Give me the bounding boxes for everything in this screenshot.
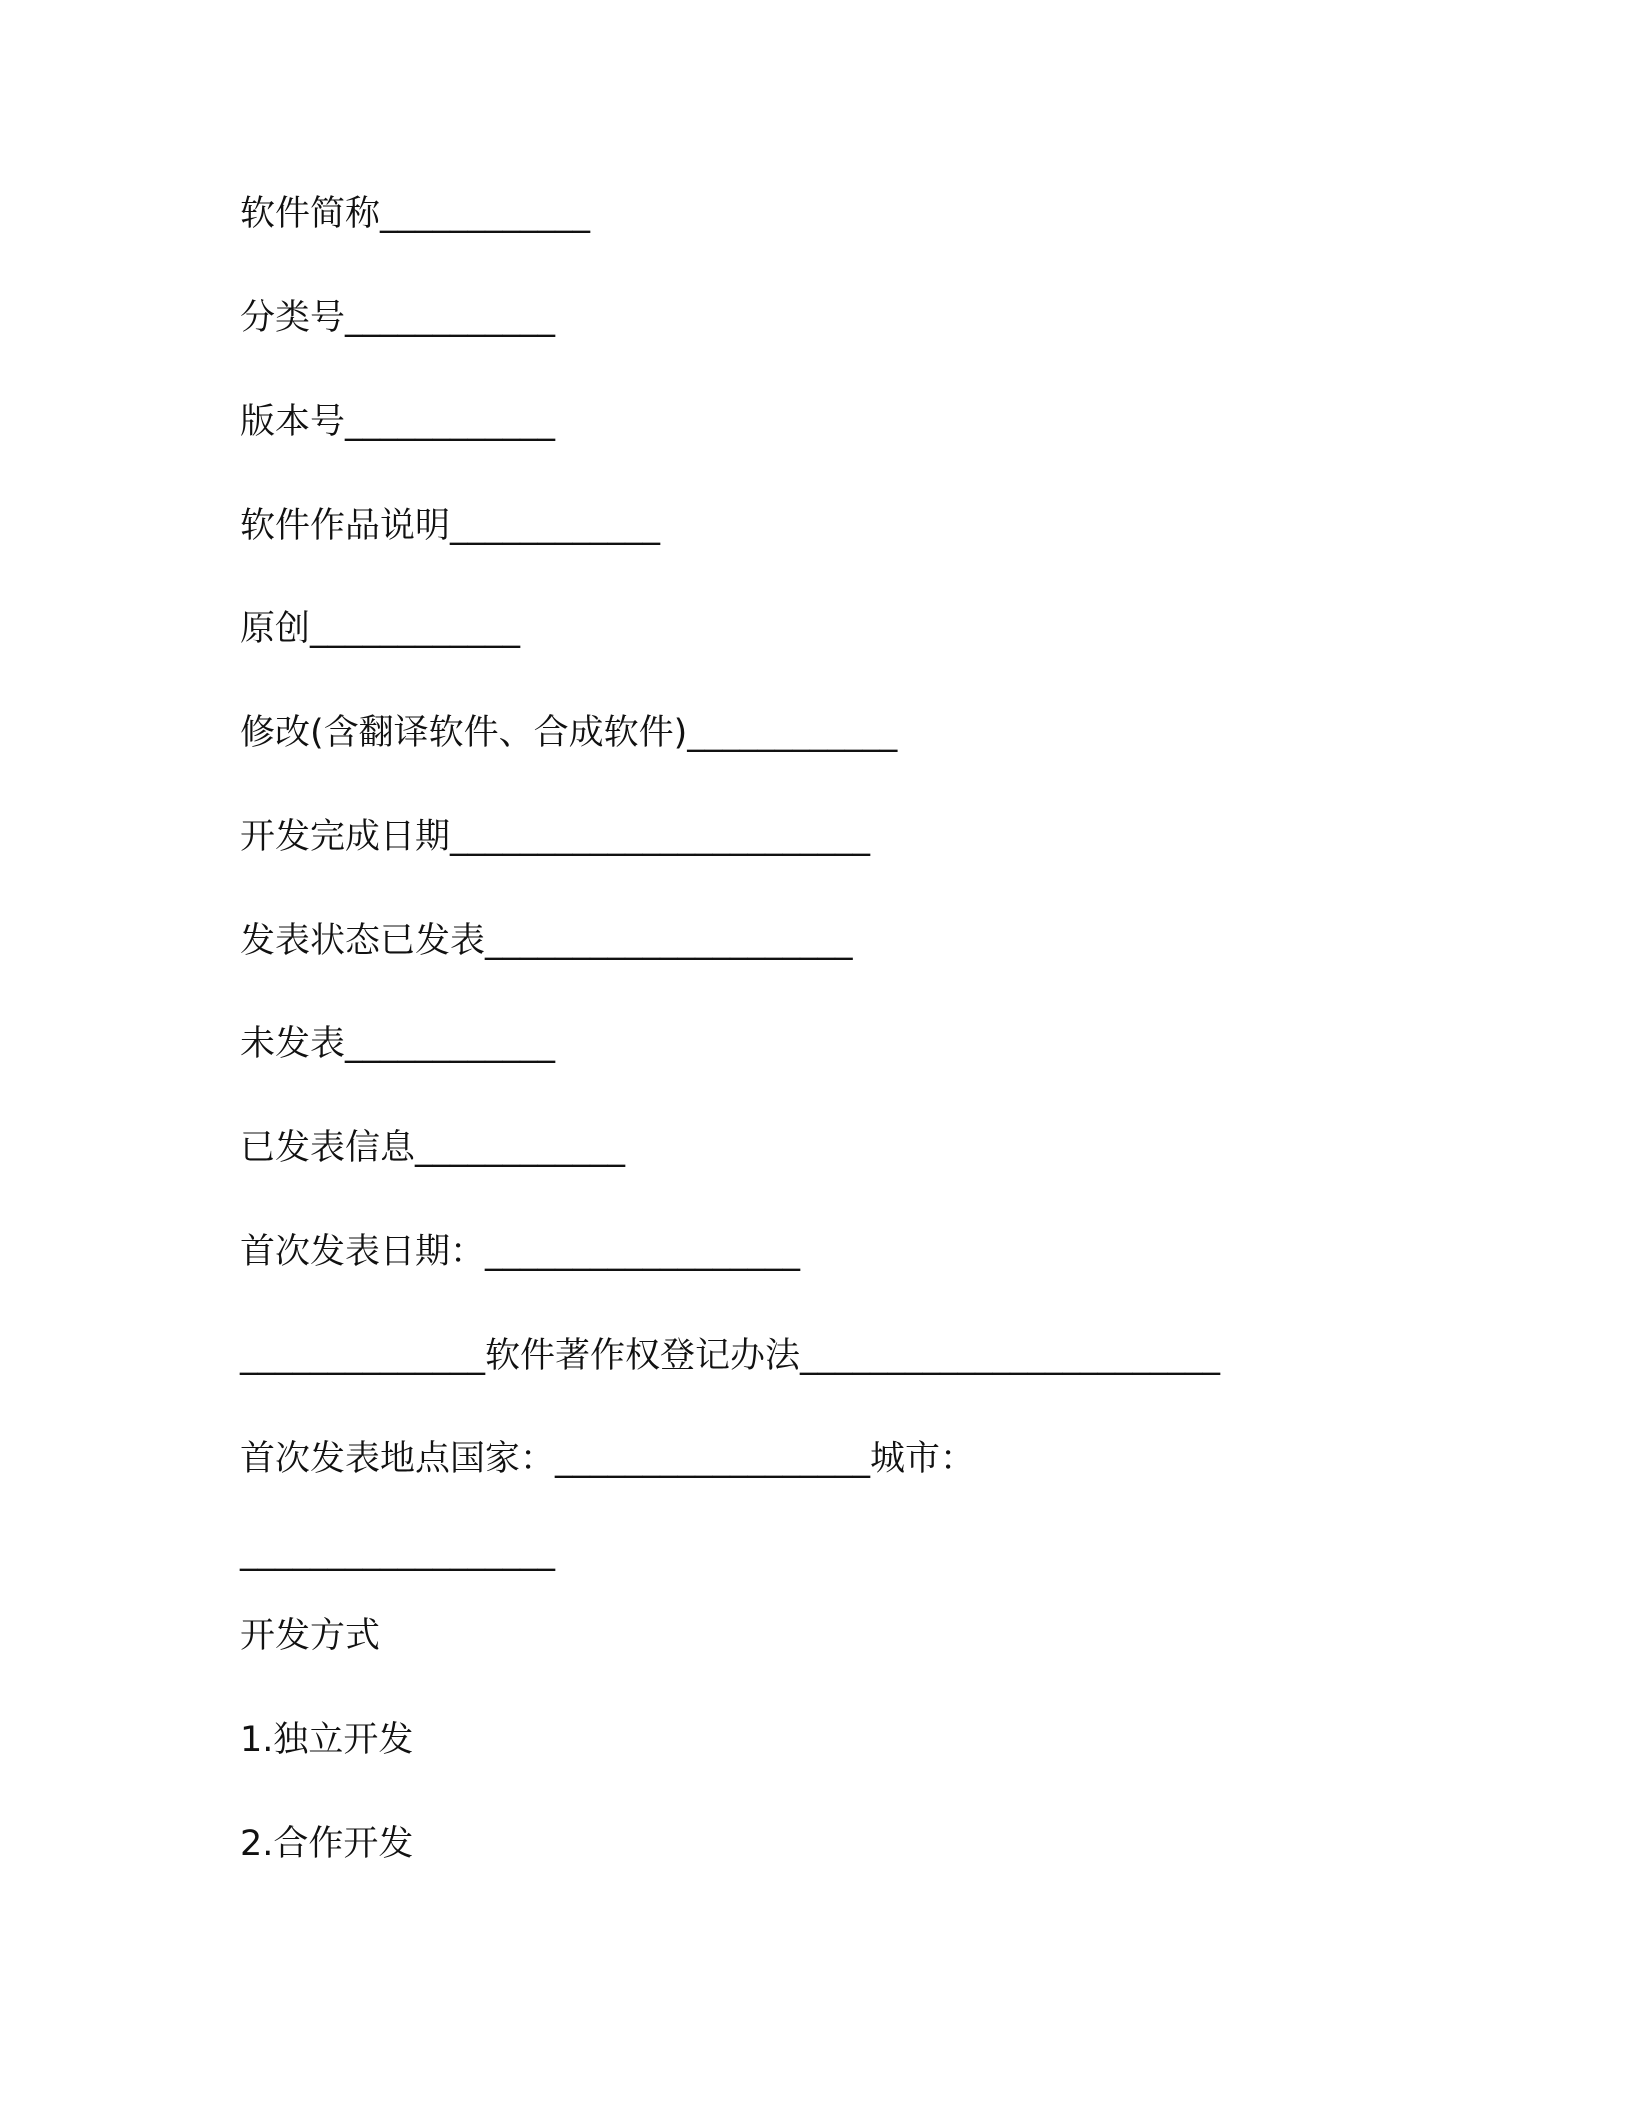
version-number-field: 版本号____________: [240, 402, 556, 442]
registration-method-line: ______________软件著作权登记办法________________________: [240, 1336, 1221, 1376]
cooperative-development-item: 2.合作开发: [240, 1824, 414, 1864]
software-short-name-field: 软件简称____________: [240, 194, 591, 234]
development-method-heading: 开发方式: [240, 1616, 381, 1656]
original-field: 原创____________: [240, 609, 521, 649]
first-publish-location-field: 首次发表地点国家：__________________城市：: [240, 1439, 976, 1479]
unpublished-field: 未发表____________: [240, 1024, 556, 1064]
city-blank-line: __________________: [240, 1532, 555, 1572]
modification-field: 修改(含翻译软件、合成软件)____________: [240, 713, 898, 753]
first-publish-date-field: 首次发表日期：__________________: [240, 1232, 801, 1272]
published-info-field: 已发表信息____________: [240, 1128, 626, 1168]
software-description-field: 软件作品说明____________: [240, 506, 661, 546]
completion-date-field: 开发完成日期________________________: [240, 817, 871, 857]
independent-development-item: 1.独立开发: [240, 1720, 414, 1760]
published-status-field: 发表状态已发表_____________________: [240, 921, 853, 961]
classification-number-field: 分类号____________: [240, 298, 556, 338]
